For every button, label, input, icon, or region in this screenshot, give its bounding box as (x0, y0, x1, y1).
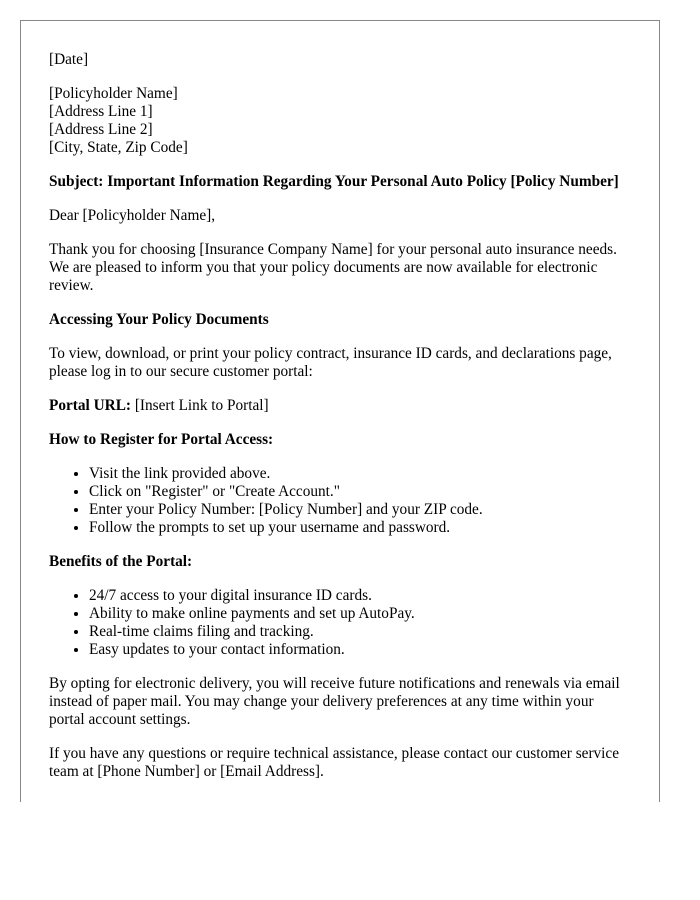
portal-url-line (49, 397, 631, 415)
benefits-heading: Benefits of the Portal: (49, 553, 193, 570)
list-item: • Click on "Register" or "Create Account." (89, 483, 631, 501)
register-heading: How to Register for Portal Access: (49, 431, 274, 448)
recipient-city-state-zip: [City, State, Zip Code] (49, 139, 188, 156)
list-item: • Ability to make online payments and set up AutoPay. (89, 605, 631, 623)
register-steps-list (49, 465, 631, 537)
list-item: • 24/7 access to your digital insurance ID cards. (89, 587, 631, 605)
list-item: • Easy updates to your contact information. (89, 641, 631, 659)
portal-url-value: [Insert Link to Portal] (131, 397, 269, 414)
list-item: • Follow the prompts to set up your username and password. (89, 519, 631, 537)
letter-salutation: Dear [Policyholder Name], (49, 207, 216, 224)
intro-paragraph: Thank you for choosing [Insurance Company Name] for your personal auto insurance needs. We are pleased to inform you that your policy documents are now available for electronic review. (49, 241, 617, 294)
letter-subject: Subject: Important Information Regarding Your Personal Auto Policy [Policy Number] (49, 173, 619, 190)
accessing-paragraph: To view, download, or print your policy contract, insurance ID cards, and declarations page, please log in to our secure customer portal: (49, 345, 612, 380)
contact-paragraph: If you have any questions or require technical assistance, please contact our customer service team at [Phone Number] or [Email Address]. (49, 745, 620, 780)
delivery-paragraph: By opting for electronic delivery, you will receive future notifications and renewals via email instead of paper mail. You may change your delivery preferences at any time within your portal account settings. (49, 675, 620, 728)
list-item: • Visit the link provided above. (89, 465, 631, 483)
list-item: • Enter your Policy Number: [Policy Number] and your ZIP code. (89, 501, 631, 519)
recipient-address-line-2: [Address Line 2] (49, 121, 153, 138)
portal-url-label: Portal URL: (49, 397, 131, 414)
letter-date: [Date] (49, 51, 89, 68)
recipient-name: [Policyholder Name] (49, 85, 178, 102)
accessing-heading: Accessing Your Policy Documents (49, 311, 269, 328)
letter-body (21, 21, 659, 781)
list-item: • Real-time claims filing and tracking. (89, 623, 631, 641)
benefits-list (49, 587, 631, 659)
recipient-address-line-1: [Address Line 1] (49, 103, 153, 120)
letter-page (20, 20, 660, 802)
recipient-address (49, 85, 631, 157)
